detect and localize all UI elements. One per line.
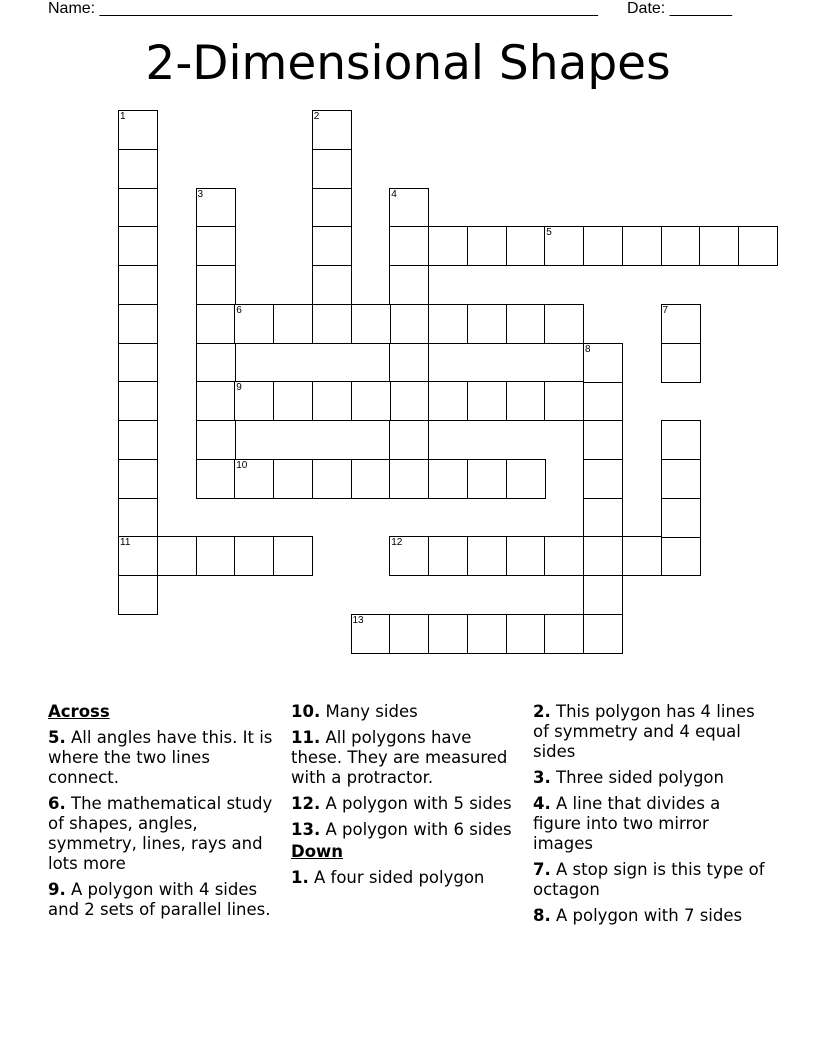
cell-number: 5 bbox=[546, 227, 552, 239]
crossword-cell[interactable] bbox=[351, 459, 391, 499]
crossword-cell[interactable] bbox=[661, 226, 701, 266]
cell-number: 6 bbox=[236, 304, 242, 316]
clue-number: 9. bbox=[48, 880, 66, 899]
crossword-cell[interactable] bbox=[583, 536, 623, 576]
clue-number: 1. bbox=[291, 868, 309, 887]
crossword-cell[interactable] bbox=[467, 459, 507, 499]
down-heading: Down bbox=[291, 842, 344, 861]
crossword-cell[interactable] bbox=[351, 381, 391, 421]
clue-text: A polygon with 7 sides bbox=[556, 906, 743, 925]
crossword-cell[interactable] bbox=[506, 304, 546, 344]
crossword-cell[interactable] bbox=[428, 614, 468, 654]
crossword-cell[interactable] bbox=[118, 575, 158, 615]
cell-number: 7 bbox=[662, 304, 669, 316]
cell-number: 3 bbox=[197, 188, 204, 200]
crossword-cell[interactable] bbox=[389, 265, 429, 305]
clue-number: 13. bbox=[291, 820, 321, 839]
crossword-cell[interactable] bbox=[467, 304, 507, 344]
crossword-cell[interactable] bbox=[428, 536, 468, 576]
crossword-cell[interactable] bbox=[234, 459, 274, 499]
crossword-cell[interactable] bbox=[661, 420, 701, 460]
cell-number: 11 bbox=[120, 537, 131, 549]
clue-text: A four sided polygon bbox=[314, 868, 485, 887]
crossword-cell[interactable] bbox=[389, 614, 429, 654]
crossword-cell[interactable] bbox=[428, 381, 468, 421]
crossword-cell[interactable] bbox=[312, 110, 352, 150]
crossword-cell[interactable] bbox=[506, 614, 546, 654]
clue-text: A stop sign is this type of octagon bbox=[533, 860, 765, 899]
clue-across-11 bbox=[291, 728, 526, 788]
clue-down-8 bbox=[533, 906, 768, 926]
crossword-cell[interactable] bbox=[583, 420, 623, 460]
clue-number: 8. bbox=[533, 906, 551, 925]
crossword-cell[interactable] bbox=[506, 226, 546, 266]
crossword-cell[interactable] bbox=[118, 188, 158, 228]
clue-text: Three sided polygon bbox=[556, 768, 724, 787]
crossword-cell[interactable] bbox=[234, 304, 274, 344]
clue-text: A polygon with 4 sides and 2 sets of parallel lines. bbox=[48, 880, 271, 919]
crossword-cell[interactable] bbox=[544, 614, 584, 654]
cell-number: 2 bbox=[313, 111, 320, 122]
clue-number: 5. bbox=[48, 728, 66, 747]
clue-text: All polygons have these. They are measured with a protractor. bbox=[291, 728, 508, 787]
crossword-cell[interactable] bbox=[583, 498, 623, 538]
clue-number: 11. bbox=[291, 728, 321, 747]
crossword-cell[interactable] bbox=[467, 226, 507, 266]
cell-number: 9 bbox=[236, 382, 242, 394]
name-field[interactable]: Name: ________________________________________________________ bbox=[48, 0, 598, 17]
crossword-cell[interactable] bbox=[389, 381, 429, 421]
clue-text: Many sides bbox=[325, 702, 418, 721]
crossword-cell[interactable] bbox=[506, 536, 546, 576]
cell-number: 12 bbox=[391, 537, 403, 549]
crossword-cell[interactable] bbox=[196, 304, 236, 344]
crossword-cell[interactable] bbox=[273, 459, 313, 499]
crossword-cell[interactable] bbox=[622, 226, 662, 266]
crossword-cell[interactable] bbox=[312, 149, 352, 189]
clue-text: This polygon has 4 lines of symmetry and 4 equal sides bbox=[533, 702, 755, 761]
clue-number: 6. bbox=[48, 794, 66, 813]
clue-across-10 bbox=[291, 702, 526, 722]
crossword-cell[interactable] bbox=[389, 420, 429, 460]
crossword-cell[interactable] bbox=[312, 265, 352, 305]
crossword-cell[interactable] bbox=[467, 381, 507, 421]
clue-across-5 bbox=[48, 728, 283, 788]
crossword-cell[interactable] bbox=[196, 188, 236, 228]
crossword-cell[interactable] bbox=[351, 304, 391, 344]
crossword-cell[interactable] bbox=[506, 459, 546, 499]
crossword-cell[interactable] bbox=[196, 381, 236, 421]
clue-across-9 bbox=[48, 880, 283, 920]
crossword-cell[interactable] bbox=[389, 188, 429, 228]
clue-number: 2. bbox=[533, 702, 551, 721]
crossword-cell[interactable] bbox=[661, 536, 701, 576]
crossword-cell[interactable] bbox=[118, 498, 158, 538]
crossword-cell[interactable] bbox=[351, 614, 391, 654]
crossword-cell[interactable] bbox=[234, 536, 274, 576]
crossword-cell[interactable] bbox=[428, 459, 468, 499]
crossword-cell[interactable] bbox=[661, 343, 701, 383]
crossword-cell[interactable] bbox=[661, 304, 701, 344]
clue-down-1 bbox=[291, 868, 526, 888]
crossword-cell[interactable] bbox=[661, 459, 701, 499]
crossword-cell[interactable] bbox=[389, 304, 429, 344]
crossword-cell[interactable] bbox=[196, 536, 236, 576]
cell-number: 4 bbox=[391, 188, 397, 200]
crossword-cell[interactable] bbox=[583, 381, 623, 421]
crossword-cell[interactable] bbox=[389, 536, 429, 576]
crossword-cell[interactable] bbox=[273, 304, 313, 344]
crossword-cell[interactable] bbox=[118, 381, 158, 421]
clue-column-1 bbox=[48, 702, 283, 926]
clue-number: 3. bbox=[533, 768, 551, 787]
crossword-cell[interactable] bbox=[118, 536, 158, 576]
crossword-cell[interactable] bbox=[428, 304, 468, 344]
across-heading: Across bbox=[48, 702, 110, 721]
crossword-cell[interactable] bbox=[157, 536, 197, 576]
crossword-cell[interactable] bbox=[622, 536, 662, 576]
crossword-cell[interactable] bbox=[544, 381, 584, 421]
crossword-cell[interactable] bbox=[196, 226, 236, 266]
crossword-cell[interactable] bbox=[312, 304, 352, 344]
clue-text: All angles have this. It is where the two lines connect. bbox=[48, 728, 273, 787]
crossword-cell[interactable] bbox=[118, 265, 158, 305]
cell-number: 8 bbox=[585, 343, 591, 355]
crossword-cell[interactable] bbox=[583, 575, 623, 615]
crossword-cell[interactable] bbox=[196, 459, 236, 499]
clue-text: The mathematical study of shapes, angles, symmetry, lines, rays and lots more bbox=[48, 794, 273, 873]
clue-down-3 bbox=[533, 768, 768, 788]
clue-across-12 bbox=[291, 794, 526, 814]
crossword-cell[interactable] bbox=[196, 343, 236, 383]
clue-across-6 bbox=[48, 794, 283, 874]
crossword-cell[interactable] bbox=[273, 381, 313, 421]
crossword-cell[interactable] bbox=[544, 536, 584, 576]
clue-number: 7. bbox=[533, 860, 551, 879]
date-field[interactable]: Date: _______ bbox=[627, 0, 732, 17]
crossword-cell[interactable] bbox=[389, 343, 429, 383]
cell-number: 13 bbox=[352, 614, 364, 626]
crossword-cell[interactable] bbox=[583, 459, 623, 499]
crossword-cell[interactable] bbox=[234, 381, 274, 421]
crossword-cell[interactable] bbox=[389, 226, 429, 266]
clue-text: A polygon with 5 sides bbox=[325, 794, 512, 813]
crossword-cell[interactable] bbox=[273, 536, 313, 576]
crossword-cell[interactable] bbox=[312, 188, 352, 228]
crossword-cell[interactable] bbox=[196, 420, 236, 460]
crossword-cell[interactable] bbox=[118, 343, 158, 383]
crossword-cell[interactable] bbox=[738, 226, 778, 266]
crossword-cell[interactable] bbox=[118, 110, 158, 150]
crossword-cell[interactable] bbox=[312, 381, 352, 421]
crossword-cell[interactable] bbox=[118, 459, 158, 499]
clue-across-13 bbox=[291, 820, 526, 840]
clue-number: 4. bbox=[533, 794, 551, 813]
crossword-cell[interactable] bbox=[118, 420, 158, 460]
cell-number: 1 bbox=[120, 111, 126, 122]
clue-column-3 bbox=[533, 702, 768, 932]
crossword-cell[interactable] bbox=[661, 498, 701, 538]
crossword-cell[interactable] bbox=[544, 304, 584, 344]
crossword-cell[interactable] bbox=[118, 149, 158, 189]
clue-number: 10. bbox=[291, 702, 321, 721]
clue-down-7 bbox=[533, 860, 768, 900]
crossword-cell[interactable] bbox=[467, 536, 507, 576]
page-title: 2-Dimensional Shapes bbox=[145, 36, 671, 91]
crossword-cell[interactable] bbox=[312, 226, 352, 266]
crossword-cell[interactable] bbox=[467, 614, 507, 654]
clue-number: 12. bbox=[291, 794, 321, 813]
clue-text: A line that divides a figure into two mirror images bbox=[533, 794, 721, 853]
crossword-cell[interactable] bbox=[699, 226, 739, 266]
crossword-cell[interactable] bbox=[312, 459, 352, 499]
crossword-cell[interactable] bbox=[196, 265, 236, 305]
crossword-cell[interactable] bbox=[428, 226, 468, 266]
cell-number: 10 bbox=[236, 459, 248, 471]
clue-down-4 bbox=[533, 794, 768, 854]
crossword-cell[interactable] bbox=[118, 226, 158, 266]
clue-column-2 bbox=[291, 702, 526, 894]
crossword-cell[interactable] bbox=[583, 343, 623, 383]
crossword-cell[interactable] bbox=[118, 304, 158, 344]
crossword-cell[interactable] bbox=[389, 459, 429, 499]
clue-text: A polygon with 6 sides bbox=[325, 820, 512, 839]
crossword-cell[interactable] bbox=[506, 381, 546, 421]
crossword-cell[interactable] bbox=[544, 226, 584, 266]
clue-down-2 bbox=[533, 702, 768, 762]
crossword-cell[interactable] bbox=[583, 614, 623, 654]
crossword-cell[interactable] bbox=[583, 226, 623, 266]
